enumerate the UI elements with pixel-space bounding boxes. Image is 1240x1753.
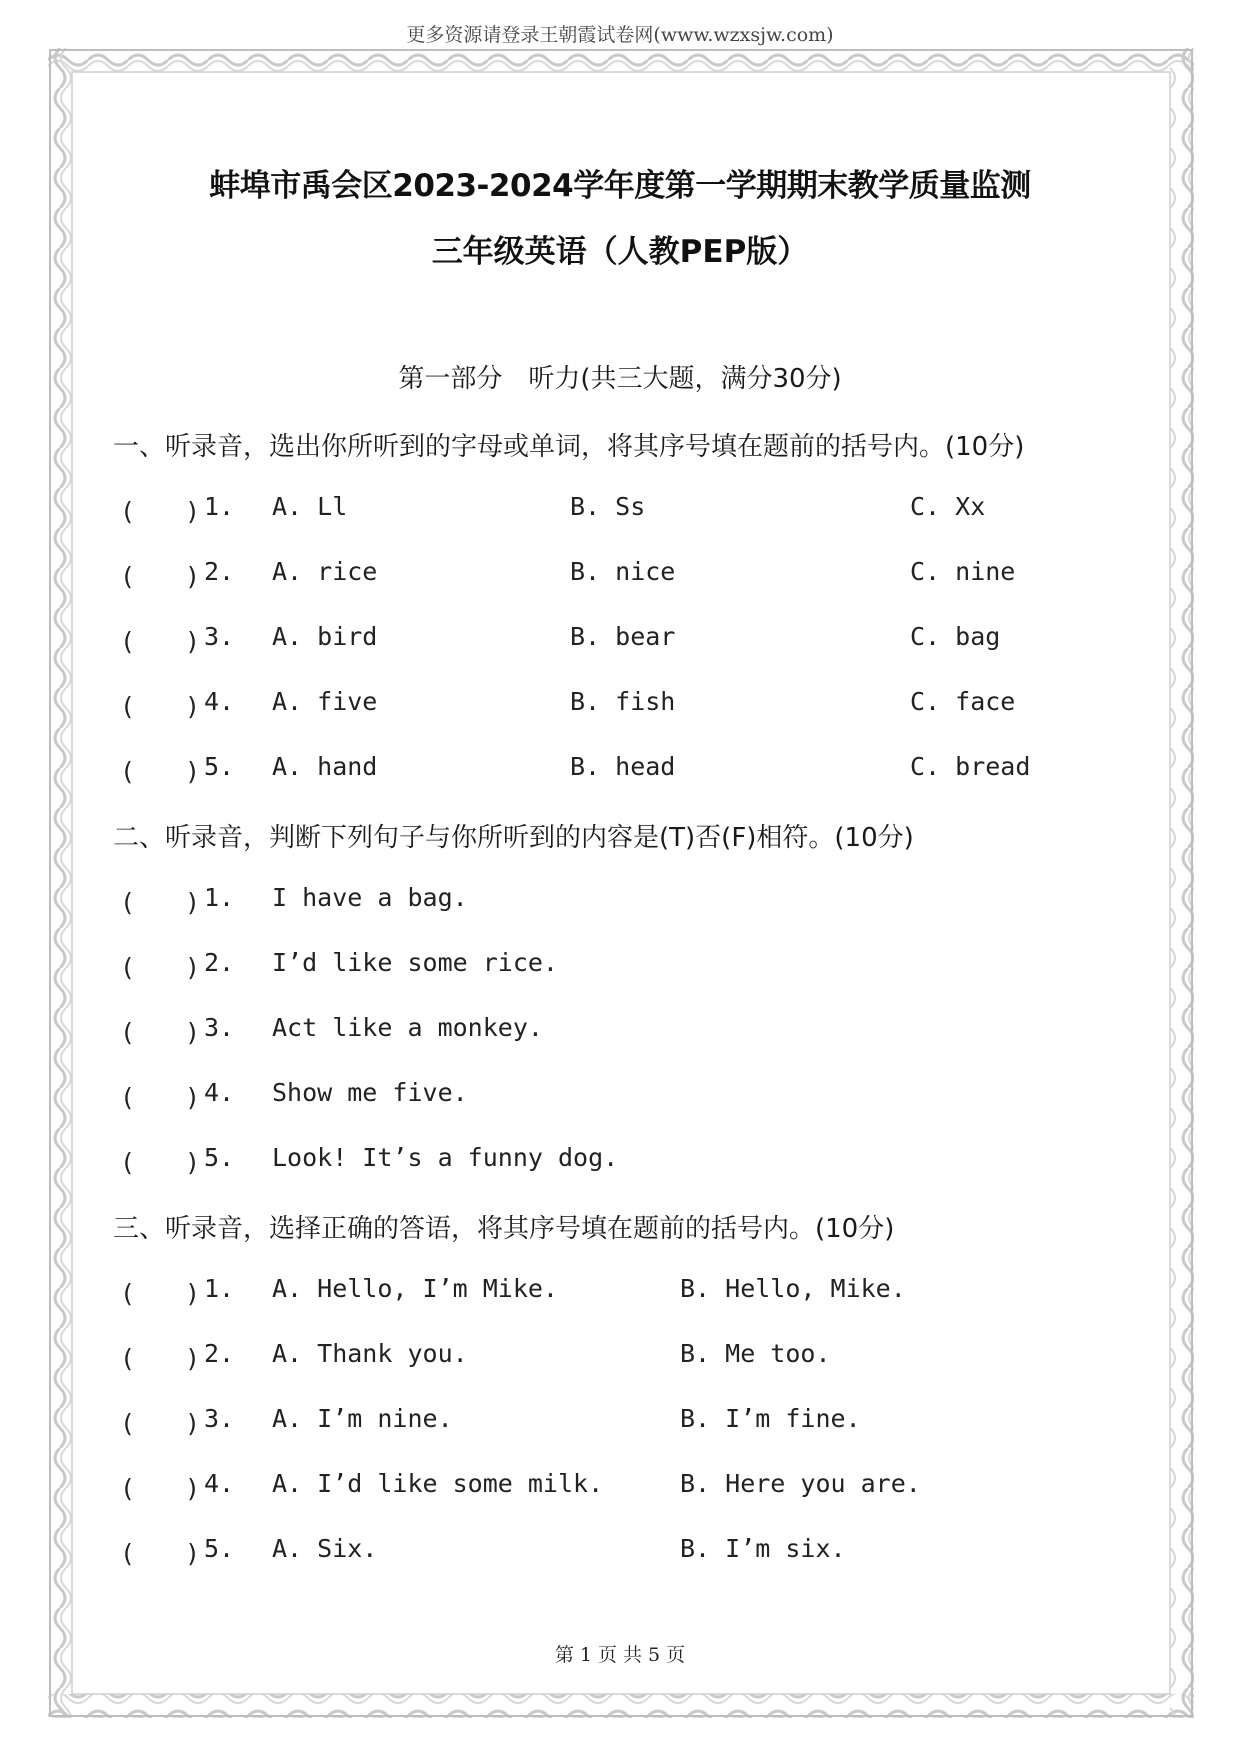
question-number: 2. — [204, 948, 235, 977]
option-a: A. Hello, I’m Mike. — [272, 1274, 558, 1303]
question-sentence: Act like a monkey. — [272, 1013, 543, 1042]
option-c: C. bag — [910, 622, 1001, 651]
answer-bracket[interactable]: ( ) — [120, 627, 201, 656]
answer-bracket[interactable]: ( ) — [120, 953, 201, 982]
question-number: 3. — [204, 622, 235, 651]
question-number: 5. — [204, 1143, 235, 1172]
question-number: 1. — [204, 883, 235, 912]
option-a: A. Six. — [272, 1534, 378, 1563]
section3-heading: 三、听录音，选择正确的答语，将其序号填在题前的括号内。(10分) — [113, 1214, 895, 1244]
answer-bracket[interactable]: ( ) — [120, 1539, 201, 1568]
question-sentence: I have a bag. — [272, 883, 468, 912]
option-b: B. bear — [570, 622, 676, 651]
answer-bracket[interactable]: ( ) — [120, 1409, 201, 1438]
answer-bracket[interactable]: ( ) — [120, 1474, 201, 1503]
answer-bracket[interactable]: ( ) — [120, 1083, 201, 1112]
option-b: B. nice — [570, 557, 676, 586]
answer-bracket[interactable]: ( ) — [120, 562, 201, 591]
option-b: B. I’m six. — [680, 1534, 846, 1563]
option-c: C. face — [910, 687, 1016, 716]
answer-bracket[interactable]: ( ) — [120, 1148, 201, 1177]
answer-bracket[interactable]: ( ) — [120, 757, 201, 786]
question-number: 1. — [204, 1274, 235, 1303]
question-number: 5. — [204, 752, 235, 781]
option-a: A. bird — [272, 622, 378, 651]
question-number: 3. — [204, 1404, 235, 1433]
option-c: C. Xx — [910, 492, 986, 521]
option-b: B. Ss — [570, 492, 646, 521]
answer-bracket[interactable]: ( ) — [120, 888, 201, 917]
question-number: 2. — [204, 557, 235, 586]
question-sentence: I’d like some rice. — [272, 948, 558, 977]
option-a: A. Thank you. — [272, 1339, 468, 1368]
answer-bracket[interactable]: ( ) — [120, 1344, 201, 1373]
option-a: A. Ll — [272, 492, 348, 521]
question-number: 2. — [204, 1339, 235, 1368]
header-note: 更多资源请登录王朝霞试卷网(www.wzxsjw.com) — [406, 24, 834, 46]
option-b: B. Hello, Mike. — [680, 1274, 906, 1303]
option-b: B. I’m fine. — [680, 1404, 861, 1433]
option-b: B. fish — [570, 687, 676, 716]
section2-heading: 二、听录音，判断下列句子与你所听到的内容是(T)否(F)相符。(10分) — [113, 823, 914, 853]
option-a: A. rice — [272, 557, 378, 586]
exam-subtitle: 三年级英语（人教PEP版） — [431, 234, 809, 270]
answer-bracket[interactable]: ( ) — [120, 1018, 201, 1047]
question-number: 1. — [204, 492, 235, 521]
option-a: A. I’d like some milk. — [272, 1469, 604, 1498]
question-number: 4. — [204, 1078, 235, 1107]
question-number: 3. — [204, 1013, 235, 1042]
section1-heading: 一、听录音，选出你所听到的字母或单词，将其序号填在题前的括号内。(10分) — [113, 432, 1025, 462]
option-a: A. I’m nine. — [272, 1404, 453, 1433]
option-b: B. Me too. — [680, 1339, 831, 1368]
part-title: 第一部分 听力(共三大题，满分30分) — [398, 364, 842, 394]
option-c: C. nine — [910, 557, 1016, 586]
question-number: 4. — [204, 687, 235, 716]
answer-bracket[interactable]: ( ) — [120, 1279, 201, 1308]
option-b: B. head — [570, 752, 676, 781]
question-sentence: Show me five. — [272, 1078, 468, 1107]
question-sentence: Look! It’s a funny dog. — [272, 1143, 619, 1172]
option-b: B. Here you are. — [680, 1469, 921, 1498]
answer-bracket[interactable]: ( ) — [120, 497, 201, 526]
option-a: A. hand — [272, 752, 378, 781]
question-number: 5. — [204, 1534, 235, 1563]
option-a: A. five — [272, 687, 378, 716]
page-footer: 第 1 页 共 5 页 — [554, 1644, 686, 1666]
exam-title: 蚌埠市禹会区2023-2024学年度第一学期期末教学质量监测 — [209, 168, 1031, 204]
question-number: 4. — [204, 1469, 235, 1498]
option-c: C. bread — [910, 752, 1031, 781]
answer-bracket[interactable]: ( ) — [120, 692, 201, 721]
